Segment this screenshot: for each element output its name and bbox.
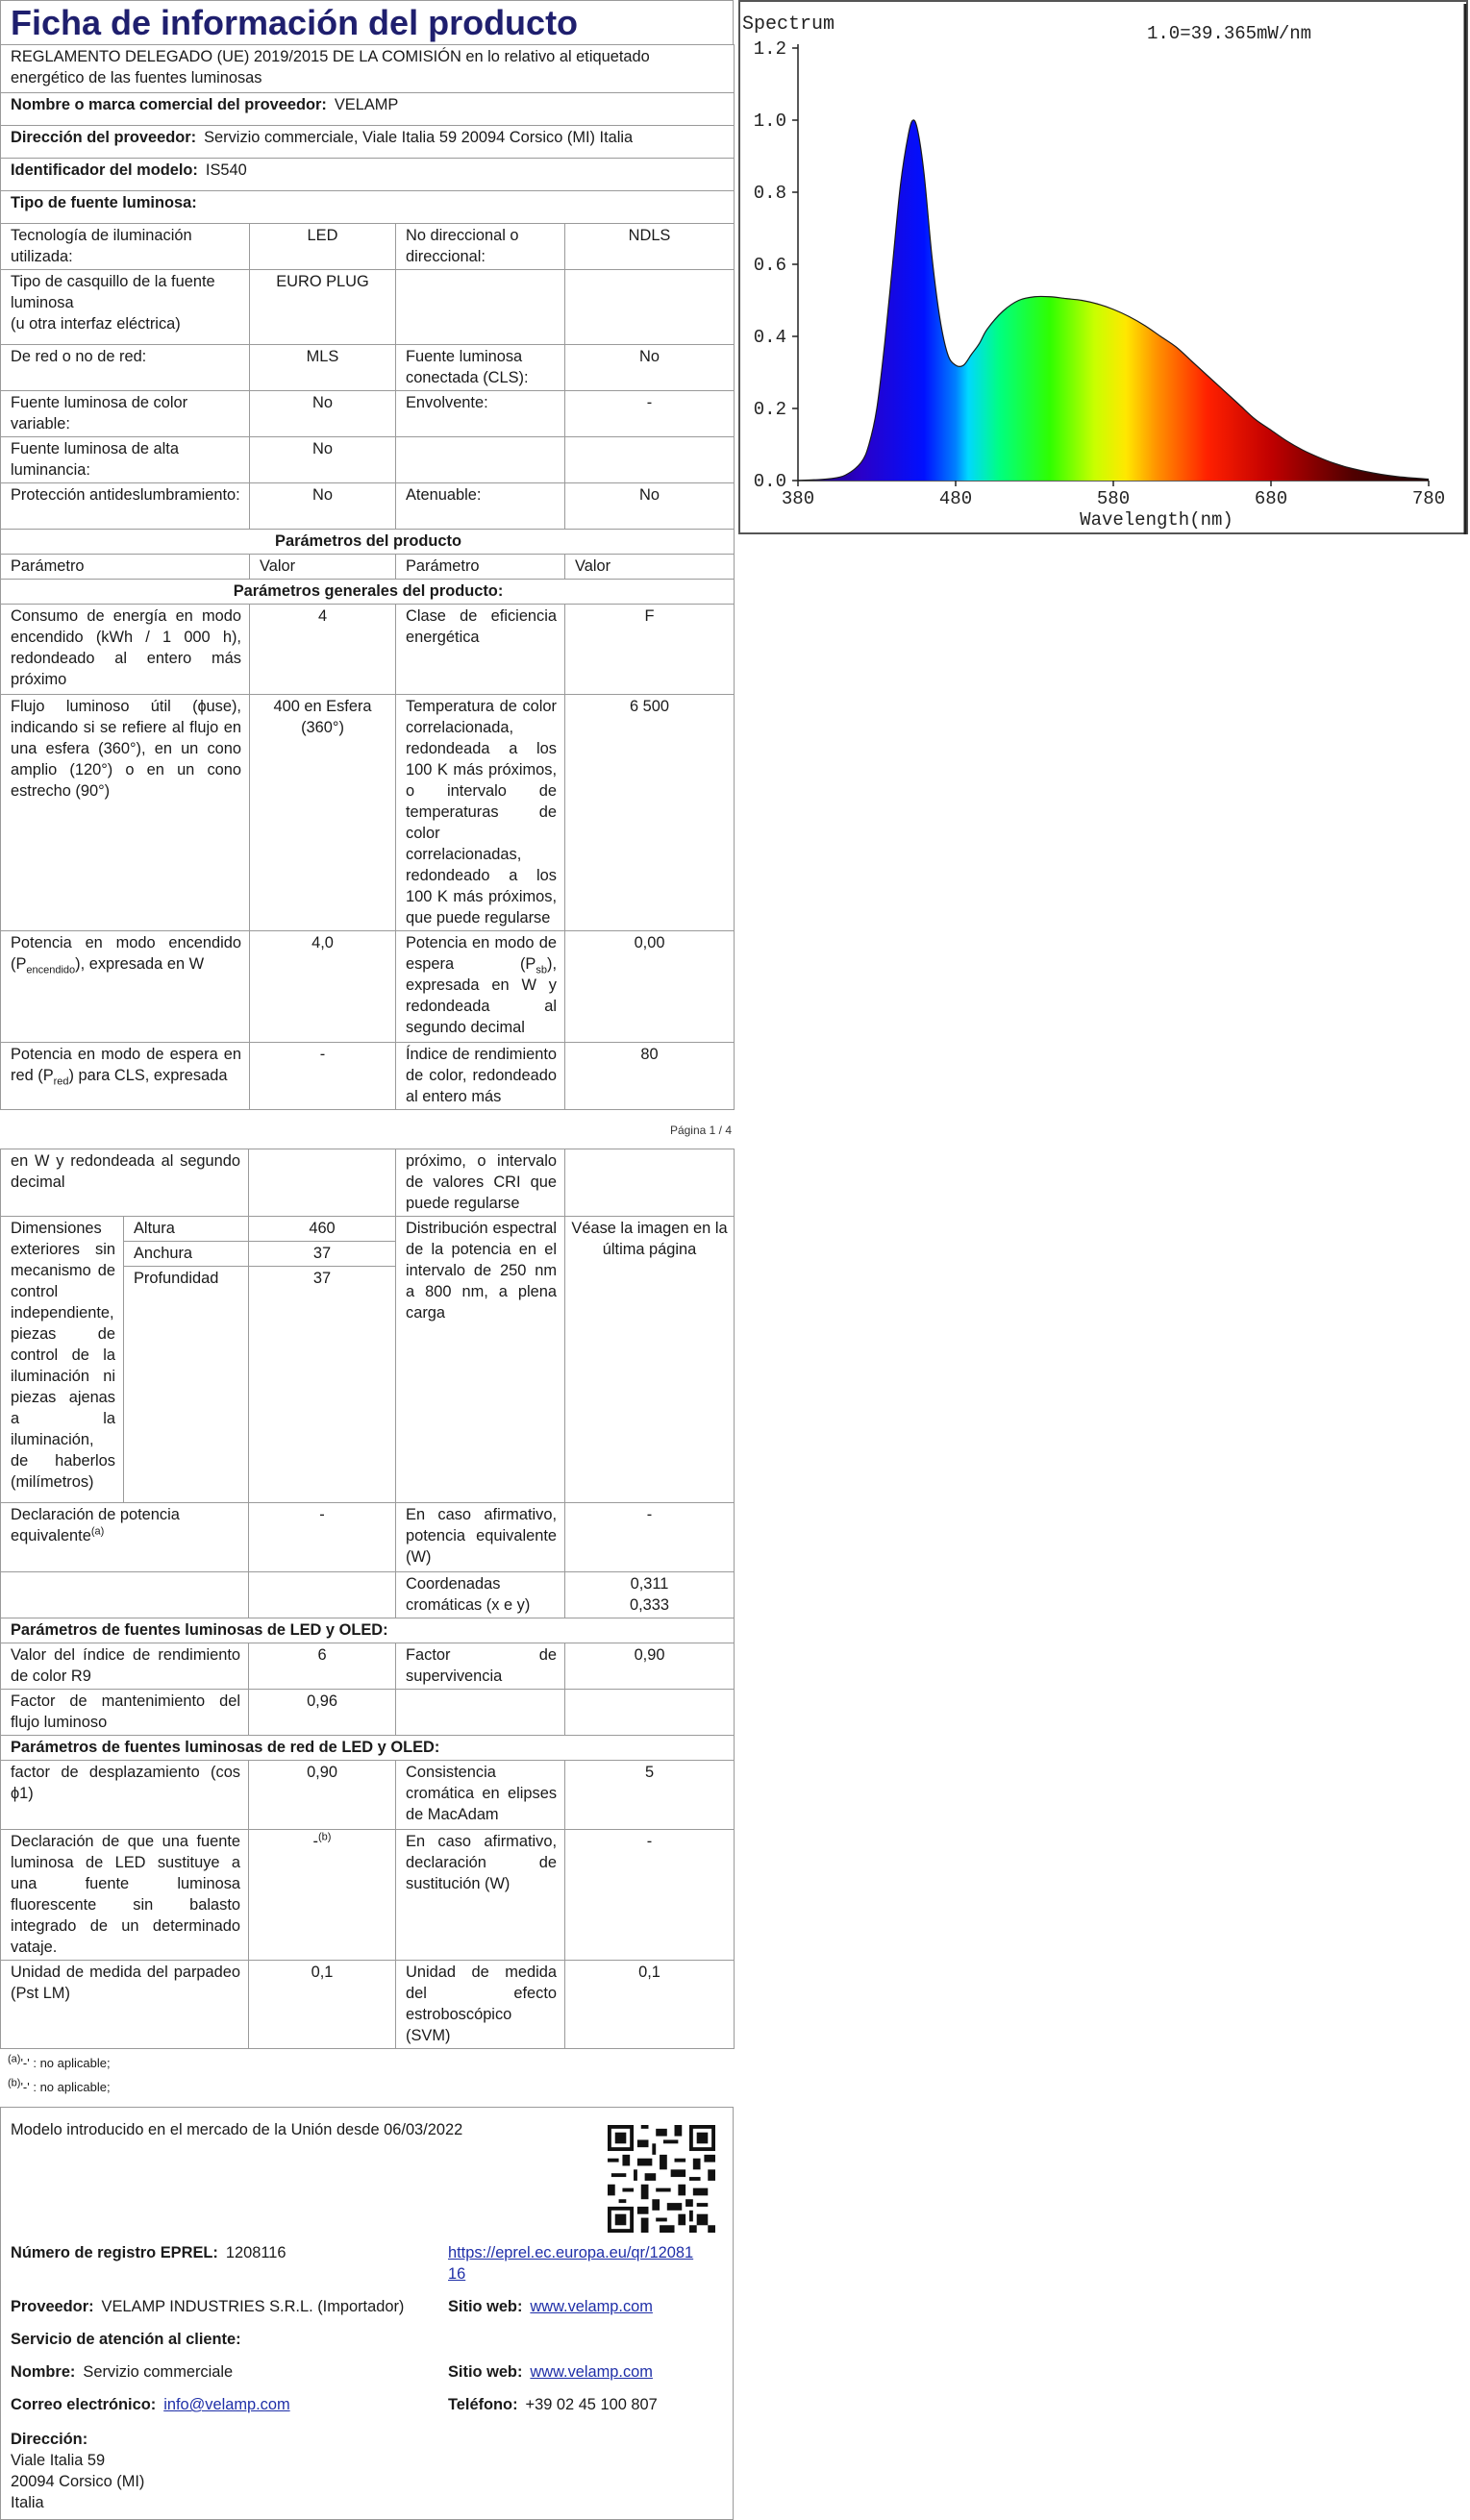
footnote-b-mark: (b) <box>8 2077 21 2089</box>
stroboscopic-value: 0,1 <box>565 1961 735 2049</box>
y-tick-label: 0.8 <box>753 183 786 204</box>
chromaticity-label: Coordenadas cromáticas (x e y) <box>396 1572 565 1618</box>
supplier-address-label: Dirección del proveedor: <box>11 129 197 146</box>
x-tick-label: 380 <box>781 488 815 509</box>
contact-name-value: Servizio commerciale <box>83 2363 234 2381</box>
page-break <box>0 1110 734 1149</box>
page-title: Ficha de información del producto <box>0 0 734 44</box>
info-table-page2 <box>0 1149 735 2049</box>
dim-height-label: Altura <box>124 1217 249 1242</box>
product-params-heading: Parámetros del producto <box>1 530 735 555</box>
empty-cell <box>565 1690 735 1736</box>
led-params-heading: Parámetros de fuentes luminosas de LED y OLED: <box>1 1618 735 1643</box>
chromaticity-x: 0,311 <box>630 1575 669 1593</box>
on-power-label <box>1 931 250 1043</box>
type-value: No <box>565 483 735 530</box>
type-label <box>396 270 565 345</box>
dim-width-label: Anchura <box>124 1242 249 1267</box>
macadam-value: 5 <box>565 1761 735 1830</box>
phone-label: Teléfono: <box>448 2396 518 2413</box>
chart-title: Spectrum <box>742 13 835 36</box>
networked-standby-value: - <box>250 1043 396 1110</box>
type-value: No <box>250 437 396 483</box>
r9-label: Valor del índice de rendimiento de color R9 <box>1 1643 249 1690</box>
y-tick-label: 1.0 <box>753 111 786 132</box>
website-row-2 <box>448 2361 653 2383</box>
stroboscopic-label: Unidad de medida del efecto estroboscópico (SVM) <box>396 1961 565 2049</box>
model-id-row <box>1 159 735 191</box>
col-header-value: Valor <box>565 555 735 580</box>
networked-standby-label-text: Potencia en modo de espera en red (P <box>11 1046 241 1084</box>
supplier-address-row <box>1 126 735 159</box>
standby-power-label-sub: sb <box>536 964 547 976</box>
email-row <box>11 2394 290 2415</box>
x-tick-label: 580 <box>1096 488 1131 509</box>
energy-consumption-value: 4 <box>250 605 396 695</box>
spd-value: Véase la imagen en la última página <box>565 1217 735 1503</box>
website-row <box>448 2296 653 2317</box>
type-value: EURO PLUG <box>250 270 396 345</box>
footnote-a-mark: (a) <box>8 2053 21 2065</box>
qr-code-icon <box>608 2125 715 2233</box>
provider-value: VELAMP INDUSTRIES S.R.L. (Importador) <box>101 2298 405 2315</box>
type-label: Envolvente: <box>396 391 565 437</box>
eprel-row <box>11 2242 286 2263</box>
page-number: Página 1 / 4 <box>669 1124 732 1137</box>
flicker-value: 0,1 <box>249 1961 396 2049</box>
email-link[interactable]: info@velamp.com <box>163 2396 290 2413</box>
general-params-heading: Parámetros generales del producto: <box>1 580 735 605</box>
contact-name-label: Nombre: <box>11 2363 76 2381</box>
macadam-label: Consistencia cromática en elipses de MacAdam <box>396 1761 565 1830</box>
x-tick-label: 680 <box>1254 488 1288 509</box>
footnotes <box>0 2049 734 2101</box>
model-id-label: Identificador del modelo: <box>11 161 198 179</box>
luminous-flux-label: Flujo luminoso útil (ɸuse), indicando si se refiere al flujo en una esfera (360°), en un cono amplio (120°) o en un cono estrecho (90°) <box>1 695 250 931</box>
cap-type-label: Tipo de casquillo de la fuente luminosa <box>11 273 215 311</box>
chromaticity-y: 0,333 <box>630 1596 670 1614</box>
phone-row <box>448 2394 658 2415</box>
type-value <box>565 270 735 345</box>
website-label-2: Sitio web: <box>448 2363 523 2381</box>
address-label: Dirección: <box>11 2431 88 2448</box>
type-label: No direccional o direccional: <box>396 224 565 270</box>
spectrum-chart <box>738 0 1469 538</box>
type-value: - <box>565 391 735 437</box>
model-id-value: IS540 <box>205 161 247 179</box>
address-line: 20094 Corsico (MI) <box>11 2473 145 2490</box>
energy-consumption-label: Consumo de energía en modo encendido (kWh / 1 000 h), redondeado al entero más próximo <box>1 605 250 695</box>
phone-value: +39 02 45 100 807 <box>525 2396 658 2413</box>
on-power-label-text: Potencia en modo encendido (P <box>11 934 241 973</box>
lumen-maintenance-label: Factor de mantenimiento del flujo luminoso <box>1 1690 249 1736</box>
address-line: Italia <box>11 2494 44 2511</box>
website-label: Sitio web: <box>448 2298 523 2315</box>
footnote-ref-a: (a) <box>90 1525 105 1538</box>
cct-value: 6 500 <box>565 695 735 931</box>
type-label: Fuente luminosa de color variable: <box>1 391 250 437</box>
type-label: Atenuable: <box>396 483 565 530</box>
empty-cell <box>249 1149 396 1217</box>
type-label: De red o no de red: <box>1 345 250 391</box>
type-label: Protección antideslumbramiento: <box>1 483 250 530</box>
col-header-value: Valor <box>250 555 396 580</box>
empty-cell <box>1 1572 249 1618</box>
x-axis-label: Wavelength(nm) <box>1080 509 1233 531</box>
regulation-text: REGLAMENTO DELEGADO (UE) 2019/2015 DE LA COMISIÓN en lo relativo al etiquetado energético de las fuentes luminosas <box>1 45 735 93</box>
replacement-yes-value: - <box>565 1830 735 1961</box>
type-label: Fuente luminosa conectada (CLS): <box>396 345 565 391</box>
dim-depth-label: Profundidad <box>124 1267 249 1503</box>
replacement-claim-value <box>249 1830 396 1961</box>
contact-name-row <box>11 2361 233 2383</box>
type-label: Fuente luminosa de alta luminancia: <box>1 437 250 483</box>
y-tick-label: 1.2 <box>753 38 786 60</box>
equivalent-power-yes-value: - <box>565 1503 735 1572</box>
equivalent-power-label <box>1 1503 249 1572</box>
efficiency-class-value: F <box>565 605 735 695</box>
survival-factor-label: Factor de supervivencia <box>396 1643 565 1690</box>
address-block <box>11 2429 144 2513</box>
website-link[interactable]: www.velamp.com <box>530 2298 653 2315</box>
chromaticity-value <box>565 1572 735 1618</box>
equivalent-power-yes-label: En caso afirmativo, potencia equivalente (W) <box>396 1503 565 1572</box>
supplier-address-value: Servizio commerciale, Viale Italia 59 20094 Corsico (MI) Italia <box>204 129 634 146</box>
col-header-param: Parámetro <box>1 555 250 580</box>
standby-power-value: 0,00 <box>565 931 735 1043</box>
type-value: No <box>250 391 396 437</box>
eprel-link-wrap <box>448 2242 698 2285</box>
replacement-claim-label: Declaración de que una fuente luminosa de LED sustituye a una fuente luminosa fluorescente sin balasto integrado de un determinado vataje. <box>1 1830 249 1961</box>
type-value: No <box>565 345 735 391</box>
networked-standby-label-sub: red <box>53 1075 69 1088</box>
type-value: LED <box>250 224 396 270</box>
light-source-type-heading: Tipo de fuente luminosa: <box>1 191 735 224</box>
dim-depth-value: 37 <box>249 1267 396 1503</box>
cap-type-label-note: (u otra interfaz eléctrica) <box>11 315 181 333</box>
dimensions-label: Dimensiones exteriores sin mecanismo de control independiente, piezas de control de la iluminación ni piezas ajenas a la iluminación, de haberlos (milímetros) <box>1 1217 124 1503</box>
email-label: Correo electrónico: <box>11 2396 157 2413</box>
type-value <box>565 437 735 483</box>
networked-standby-label-text-end: ) para CLS, expresada <box>68 1067 228 1084</box>
r9-value: 6 <box>249 1643 396 1690</box>
eprel-label: Número de registro EPREL: <box>11 2244 218 2261</box>
mains-led-params-heading: Parámetros de fuentes luminosas de red de LED y OLED: <box>1 1736 735 1761</box>
eprel-link[interactable]: https://eprel.ec.europa.eu/qr/1208116 <box>448 2244 694 2283</box>
dim-width-value: 37 <box>249 1242 396 1267</box>
supplier-name-row <box>1 93 735 126</box>
address-line: Viale Italia 59 <box>11 2452 106 2469</box>
scale-note: 1.0=39.365mW/nm <box>1147 23 1312 44</box>
empty-cell <box>565 1149 735 1217</box>
type-value: MLS <box>250 345 396 391</box>
y-tick-label: 0.6 <box>753 255 786 276</box>
equivalent-power-value: - <box>249 1503 396 1572</box>
type-label <box>1 270 250 345</box>
market-date: Modelo introducido en el mercado de la Unión desde 06/03/2022 <box>11 2121 463 2138</box>
replacement-claim-value-text: - <box>312 1833 319 1850</box>
eprel-number: 1208116 <box>225 2244 287 2261</box>
x-tick-label: 480 <box>938 488 973 509</box>
x-tick-label: 780 <box>1411 488 1446 509</box>
footnote-b <box>8 2075 726 2099</box>
cri-label: Índice de rendimiento de color, redondeado al entero más <box>396 1043 565 1110</box>
footnote-a-text: '-' : no aplicable; <box>20 2056 111 2070</box>
type-value: No <box>250 483 396 530</box>
type-label <box>396 437 565 483</box>
spd-label: Distribución espectral de la potencia en el intervalo de 250 nm a 800 nm, a plena carga <box>396 1217 565 1503</box>
displacement-factor-value: 0,90 <box>249 1761 396 1830</box>
footnote-b-text: '-' : no aplicable; <box>20 2080 111 2094</box>
replacement-yes-label: En caso afirmativo, declaración de sustitución (W) <box>396 1830 565 1961</box>
on-power-label-sub: encendido <box>26 964 76 976</box>
y-tick-label: 0.0 <box>753 471 786 492</box>
type-value: NDLS <box>565 224 735 270</box>
y-tick-label: 0.4 <box>753 327 786 348</box>
equivalent-power-label-text: Declaración de potencia equivalente <box>11 1506 180 1544</box>
standby-power-label-text: Potencia en modo de espera (P <box>406 934 557 973</box>
efficiency-class-label: Clase de eficiencia energética <box>396 605 565 695</box>
website-link-2[interactable]: www.velamp.com <box>530 2363 653 2381</box>
luminous-flux-value: 400 en Esfera (360°) <box>250 695 396 931</box>
on-power-label-text-end: ), expresada en W <box>75 955 205 973</box>
registration-section <box>0 2107 734 2520</box>
standby-power-label-text-end: ), expresada en W y redondeada al segundo decimal <box>406 955 557 1036</box>
provider-label: Proveedor: <box>11 2298 94 2315</box>
empty-cell <box>249 1572 396 1618</box>
empty-cell <box>396 1690 565 1736</box>
product-info-sheet <box>0 0 734 2520</box>
supplier-name-label: Nombre o marca comercial del proveedor: <box>11 96 327 113</box>
info-table-page1 <box>0 44 735 1110</box>
cct-label: Temperatura de color correlacionada, redondeada a los 100 K más próximos, o intervalo de temperaturas de color correlacionadas, redondeado a los 100 K más próximos, que puede regularse <box>396 695 565 931</box>
flicker-label: Unidad de medida del parpadeo (Pst LM) <box>1 1961 249 2049</box>
customer-service-heading: Servicio de atención al cliente: <box>11 2331 241 2348</box>
supplier-name-value: VELAMP <box>334 96 399 113</box>
networked-standby-label <box>1 1043 250 1110</box>
standby-power-label <box>396 931 565 1043</box>
col-header-param: Parámetro <box>396 555 565 580</box>
type-label: Tecnología de iluminación utilizada: <box>1 224 250 270</box>
dim-height-value: 460 <box>249 1217 396 1242</box>
footnote-ref-b: (b) <box>318 1831 332 1843</box>
cri-label-cont: próximo, o intervalo de valores CRI que puede regularse <box>396 1149 565 1217</box>
networked-standby-label-cont: en W y redondeada al segundo decimal <box>1 1149 249 1217</box>
survival-factor-value: 0,90 <box>565 1643 735 1690</box>
y-tick-label: 0.2 <box>753 399 786 420</box>
lumen-maintenance-value: 0,96 <box>249 1690 396 1736</box>
on-power-value: 4,0 <box>250 931 396 1043</box>
provider-row <box>11 2296 404 2317</box>
footnote-a <box>8 2051 726 2075</box>
displacement-factor-label: factor de desplazamiento (cos ϕ1) <box>1 1761 249 1830</box>
cri-value: 80 <box>565 1043 735 1110</box>
